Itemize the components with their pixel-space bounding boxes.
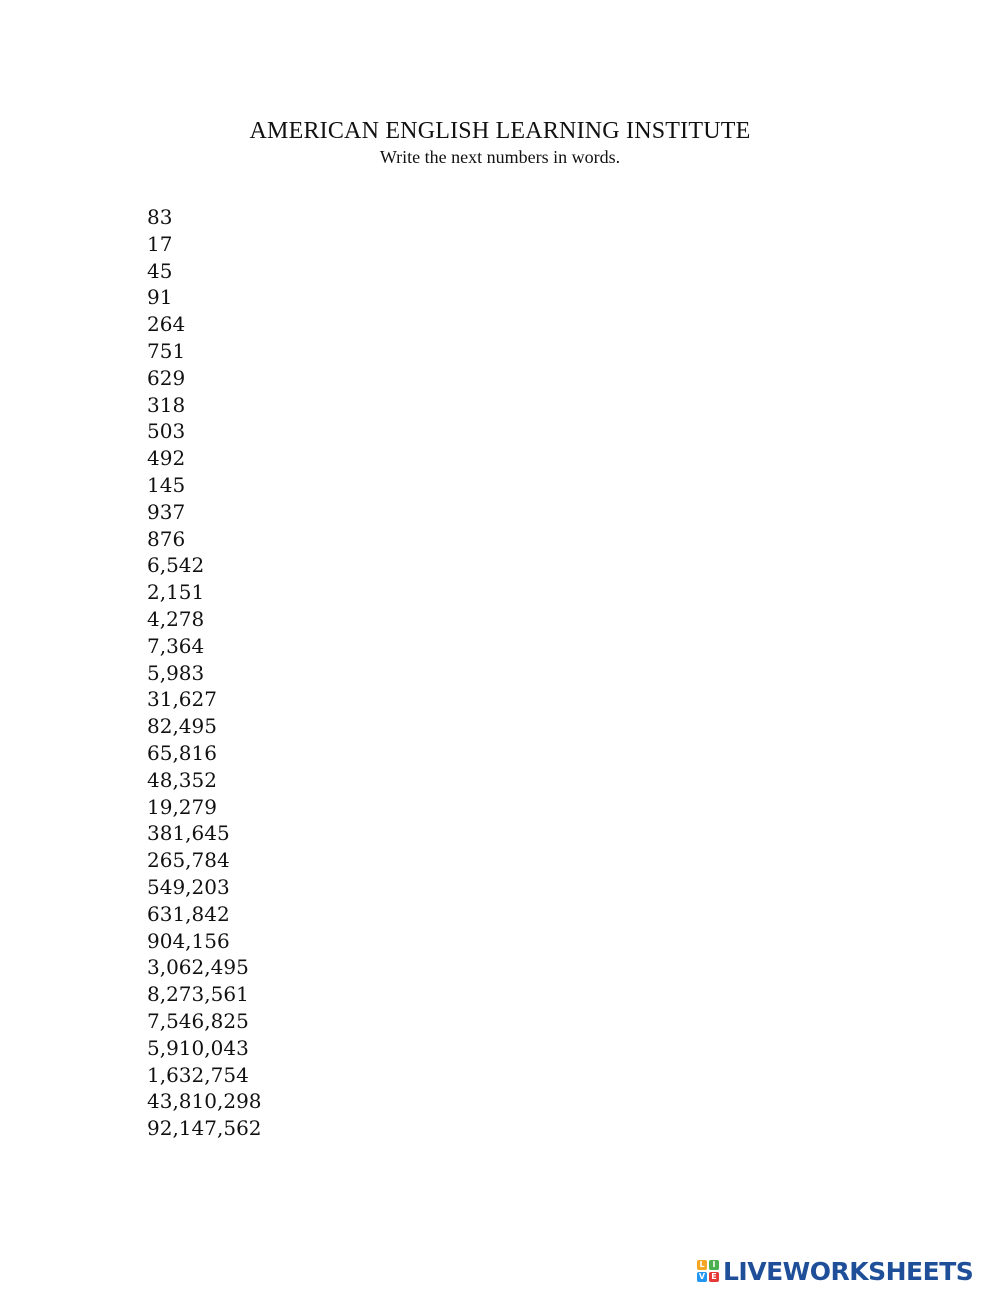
number-item: 31,627	[147, 687, 217, 712]
logo-icon	[697, 1260, 719, 1282]
liveworksheets-logo[interactable]	[697, 1256, 973, 1286]
number-item: 3,062,495	[147, 955, 249, 980]
number-item: 92,147,562	[147, 1116, 262, 1141]
number-item: 876	[147, 526, 186, 551]
instruction-text: Write the next numbers in words.	[379, 147, 621, 167]
number-item: 7,364	[147, 633, 205, 658]
logo-letter-i: I	[709, 1260, 719, 1270]
number-item: 751	[147, 338, 186, 363]
number-item: 145	[147, 472, 186, 497]
logo-letter-v: V	[698, 1272, 706, 1281]
number-item: 6,542	[147, 553, 205, 578]
number-item: 5,910,043	[147, 1035, 249, 1060]
number-item: 43,810,298	[147, 1089, 262, 1114]
number-item: 937	[147, 499, 186, 524]
number-item: 8,273,561	[147, 982, 249, 1007]
number-item: 65,816	[147, 740, 217, 765]
number-item: 17	[147, 231, 173, 256]
number-item: 264	[147, 312, 186, 337]
number-item: 91	[147, 285, 173, 310]
number-item: 82,495	[147, 714, 217, 739]
number-item: 549,203	[147, 874, 230, 899]
number-item: 381,645	[147, 821, 230, 846]
number-list	[147, 204, 262, 1142]
number-item: 631,842	[147, 901, 230, 926]
number-item: 629	[147, 365, 186, 390]
number-item: 83	[147, 205, 173, 229]
number-item: 4,278	[147, 606, 205, 631]
logo-letter-e: E	[709, 1272, 719, 1282]
page-title: AMERICAN ENGLISH LEARNING INSTITUTE	[249, 118, 751, 144]
logo-letter-l: L	[697, 1260, 707, 1270]
number-item: 19,279	[147, 794, 217, 819]
number-item: 2,151	[147, 580, 205, 605]
number-item: 492	[147, 446, 186, 471]
number-item: 1,632,754	[147, 1062, 249, 1087]
number-item: 48,352	[147, 767, 217, 792]
number-item: 265,784	[147, 848, 230, 873]
number-item: 45	[147, 258, 173, 283]
brand-name: LIVEWORKSHEETS	[723, 1256, 974, 1286]
number-item: 318	[147, 392, 186, 417]
number-item: 5,983	[147, 660, 205, 685]
number-item: 503	[147, 419, 186, 444]
number-item: 904,156	[147, 928, 230, 953]
number-item: 7,546,825	[147, 1008, 249, 1033]
